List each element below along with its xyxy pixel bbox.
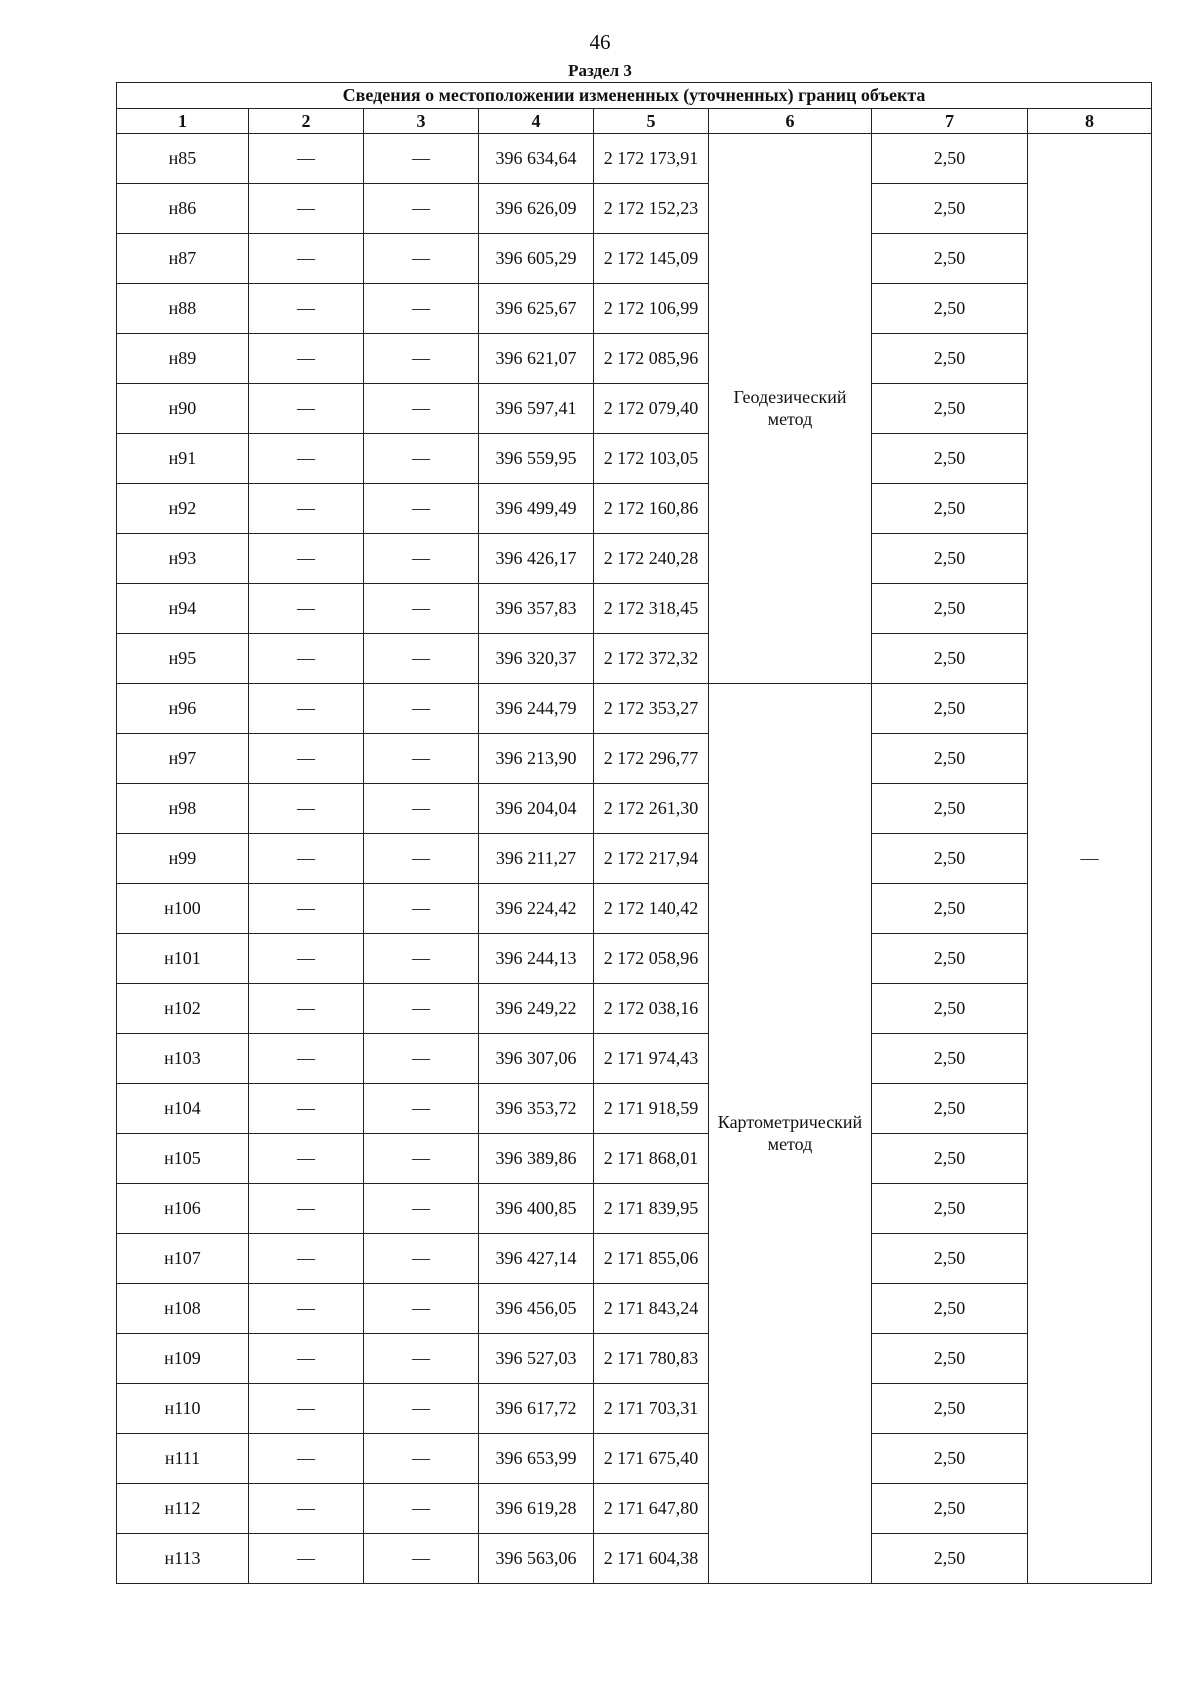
accuracy-cell: 2,50: [872, 534, 1028, 584]
empty-dash-cell: —: [249, 784, 364, 834]
point-name-cell: н104: [117, 1084, 249, 1134]
empty-dash-cell: —: [364, 934, 479, 984]
point-name-cell: н95: [117, 634, 249, 684]
empty-dash-cell: —: [249, 1134, 364, 1184]
accuracy-cell: 2,50: [872, 1534, 1028, 1584]
x-coordinate-cell: 396 204,04: [479, 784, 594, 834]
page-number: 46: [589, 30, 611, 54]
accuracy-cell: 2,50: [872, 1034, 1028, 1084]
point-name-cell: н88: [117, 284, 249, 334]
empty-dash-cell: —: [364, 484, 479, 534]
table-row: [117, 1434, 1152, 1484]
empty-dash-cell: —: [364, 334, 479, 384]
point-name-cell: н101: [117, 934, 249, 984]
table-row: [117, 1234, 1152, 1284]
empty-dash-cell: —: [249, 1184, 364, 1234]
accuracy-cell: 2,50: [872, 584, 1028, 634]
table-row: [117, 584, 1152, 634]
empty-dash-cell: —: [364, 1184, 479, 1234]
empty-dash-cell: —: [249, 1234, 364, 1284]
x-coordinate-cell: 396 563,06: [479, 1534, 594, 1584]
x-coordinate-cell: 396 400,85: [479, 1184, 594, 1234]
method-cell: Картометрический метод: [709, 684, 872, 1584]
point-name-cell: н112: [117, 1484, 249, 1534]
empty-dash-cell: —: [249, 834, 364, 884]
table-row: [117, 934, 1152, 984]
table-row: [117, 184, 1152, 234]
empty-dash-cell: —: [364, 684, 479, 734]
accuracy-cell: 2,50: [872, 1234, 1028, 1284]
point-name-cell: н89: [117, 334, 249, 384]
x-coordinate-cell: 396 249,22: [479, 984, 594, 1034]
x-coordinate-cell: 396 621,07: [479, 334, 594, 384]
table-row: [117, 834, 1152, 884]
x-coordinate-cell: 396 244,13: [479, 934, 594, 984]
table-row: [117, 1134, 1152, 1184]
y-coordinate-cell: 2 172 152,23: [594, 184, 709, 234]
table-row: [117, 1184, 1152, 1234]
empty-dash-cell: —: [364, 1334, 479, 1384]
accuracy-cell: 2,50: [872, 1434, 1028, 1484]
column-number-header: 1: [117, 109, 249, 134]
empty-dash-cell: —: [249, 734, 364, 784]
x-coordinate-cell: 396 653,99: [479, 1434, 594, 1484]
x-coordinate-cell: 396 634,64: [479, 134, 594, 184]
column-number-header: 4: [479, 109, 594, 134]
table-row: [117, 884, 1152, 934]
y-coordinate-cell: 2 172 140,42: [594, 884, 709, 934]
empty-dash-cell: —: [249, 234, 364, 284]
empty-dash-cell: —: [364, 234, 479, 284]
x-coordinate-cell: 396 244,79: [479, 684, 594, 734]
empty-dash-cell: —: [364, 734, 479, 784]
point-name-cell: н90: [117, 384, 249, 434]
empty-dash-cell: —: [364, 434, 479, 484]
point-name-cell: н100: [117, 884, 249, 934]
table-row: [117, 684, 1152, 734]
x-coordinate-cell: 396 559,95: [479, 434, 594, 484]
empty-dash-cell: —: [364, 784, 479, 834]
y-coordinate-cell: 2 172 353,27: [594, 684, 709, 734]
column-number-header: 3: [364, 109, 479, 134]
y-coordinate-cell: 2 171 839,95: [594, 1184, 709, 1234]
accuracy-cell: 2,50: [872, 884, 1028, 934]
column-8-cell: —: [1028, 134, 1152, 1584]
y-coordinate-cell: 2 172 296,77: [594, 734, 709, 784]
point-name-cell: н98: [117, 784, 249, 834]
empty-dash-cell: —: [249, 1034, 364, 1084]
x-coordinate-cell: 396 625,67: [479, 284, 594, 334]
column-number-header: 7: [872, 109, 1028, 134]
y-coordinate-cell: 2 172 318,45: [594, 584, 709, 634]
table-row: [117, 1084, 1152, 1134]
y-coordinate-cell: 2 172 240,28: [594, 534, 709, 584]
y-coordinate-cell: 2 171 868,01: [594, 1134, 709, 1184]
point-name-cell: н93: [117, 534, 249, 584]
point-name-cell: н110: [117, 1384, 249, 1434]
table-row: [117, 1034, 1152, 1084]
y-coordinate-cell: 2 172 261,30: [594, 784, 709, 834]
method-cell: Геодезический метод: [709, 134, 872, 684]
x-coordinate-cell: 396 389,86: [479, 1134, 594, 1184]
table-row: [117, 234, 1152, 284]
x-coordinate-cell: 396 626,09: [479, 184, 594, 234]
point-name-cell: н105: [117, 1134, 249, 1184]
column-number-header: 6: [709, 109, 872, 134]
boundary-coordinates-table: [116, 82, 1152, 1584]
y-coordinate-cell: 2 171 974,43: [594, 1034, 709, 1084]
y-coordinate-cell: 2 172 106,99: [594, 284, 709, 334]
table-row: [117, 784, 1152, 834]
empty-dash-cell: —: [364, 1484, 479, 1534]
table-row: [117, 1534, 1152, 1584]
empty-dash-cell: —: [249, 884, 364, 934]
empty-dash-cell: —: [364, 1234, 479, 1284]
empty-dash-cell: —: [364, 1134, 479, 1184]
empty-dash-cell: —: [364, 584, 479, 634]
empty-dash-cell: —: [249, 984, 364, 1034]
accuracy-cell: 2,50: [872, 134, 1028, 184]
accuracy-cell: 2,50: [872, 684, 1028, 734]
accuracy-cell: 2,50: [872, 934, 1028, 984]
y-coordinate-cell: 2 172 145,09: [594, 234, 709, 284]
y-coordinate-cell: 2 172 160,86: [594, 484, 709, 534]
accuracy-cell: 2,50: [872, 234, 1028, 284]
y-coordinate-cell: 2 171 780,83: [594, 1334, 709, 1384]
point-name-cell: н113: [117, 1534, 249, 1584]
accuracy-cell: 2,50: [872, 1184, 1028, 1234]
point-name-cell: н108: [117, 1284, 249, 1334]
point-name-cell: н102: [117, 984, 249, 1034]
empty-dash-cell: —: [364, 634, 479, 684]
empty-dash-cell: —: [364, 884, 479, 934]
empty-dash-cell: —: [364, 184, 479, 234]
empty-dash-cell: —: [364, 1284, 479, 1334]
empty-dash-cell: —: [249, 1534, 364, 1584]
empty-dash-cell: —: [249, 134, 364, 184]
x-coordinate-cell: 396 213,90: [479, 734, 594, 784]
y-coordinate-cell: 2 172 079,40: [594, 384, 709, 434]
y-coordinate-cell: 2 171 918,59: [594, 1084, 709, 1134]
empty-dash-cell: —: [364, 1084, 479, 1134]
empty-dash-cell: —: [249, 1384, 364, 1434]
y-coordinate-cell: 2 172 058,96: [594, 934, 709, 984]
accuracy-cell: 2,50: [872, 284, 1028, 334]
column-numbers-row: [117, 109, 1152, 134]
point-name-cell: н91: [117, 434, 249, 484]
accuracy-cell: 2,50: [872, 634, 1028, 684]
accuracy-cell: 2,50: [872, 734, 1028, 784]
table-row: [117, 634, 1152, 684]
empty-dash-cell: —: [249, 684, 364, 734]
empty-dash-cell: —: [249, 934, 364, 984]
empty-dash-cell: —: [249, 384, 364, 434]
empty-dash-cell: —: [364, 134, 479, 184]
table-row: [117, 434, 1152, 484]
x-coordinate-cell: 396 357,83: [479, 584, 594, 634]
table-row: [117, 384, 1152, 434]
x-coordinate-cell: 396 307,06: [479, 1034, 594, 1084]
x-coordinate-cell: 396 320,37: [479, 634, 594, 684]
table-row: [117, 284, 1152, 334]
accuracy-cell: 2,50: [872, 1484, 1028, 1534]
empty-dash-cell: —: [249, 284, 364, 334]
column-number-header: 8: [1028, 109, 1152, 134]
table-caption: Сведения о местоположении измененных (уточненных) границ объекта: [117, 83, 1152, 109]
empty-dash-cell: —: [249, 484, 364, 534]
empty-dash-cell: —: [249, 1334, 364, 1384]
table-row: [117, 534, 1152, 584]
x-coordinate-cell: 396 224,42: [479, 884, 594, 934]
empty-dash-cell: —: [364, 984, 479, 1034]
table-row: [117, 1334, 1152, 1384]
column-number-header: 5: [594, 109, 709, 134]
empty-dash-cell: —: [364, 284, 479, 334]
y-coordinate-cell: 2 172 372,32: [594, 634, 709, 684]
accuracy-cell: 2,50: [872, 984, 1028, 1034]
point-name-cell: н99: [117, 834, 249, 884]
accuracy-cell: 2,50: [872, 784, 1028, 834]
x-coordinate-cell: 396 527,03: [479, 1334, 594, 1384]
point-name-cell: н96: [117, 684, 249, 734]
empty-dash-cell: —: [249, 434, 364, 484]
empty-dash-cell: —: [249, 184, 364, 234]
point-name-cell: н85: [117, 134, 249, 184]
point-name-cell: н111: [117, 1434, 249, 1484]
accuracy-cell: 2,50: [872, 484, 1028, 534]
table-row: [117, 134, 1152, 184]
empty-dash-cell: —: [364, 834, 479, 884]
point-name-cell: н106: [117, 1184, 249, 1234]
x-coordinate-cell: 396 456,05: [479, 1284, 594, 1334]
y-coordinate-cell: 2 172 085,96: [594, 334, 709, 384]
accuracy-cell: 2,50: [872, 434, 1028, 484]
y-coordinate-cell: 2 171 703,31: [594, 1384, 709, 1434]
x-coordinate-cell: 396 211,27: [479, 834, 594, 884]
table-row: [117, 984, 1152, 1034]
y-coordinate-cell: 2 172 217,94: [594, 834, 709, 884]
table-row: [117, 1284, 1152, 1334]
x-coordinate-cell: 396 427,14: [479, 1234, 594, 1284]
point-name-cell: н92: [117, 484, 249, 534]
accuracy-cell: 2,50: [872, 1284, 1028, 1334]
accuracy-cell: 2,50: [872, 334, 1028, 384]
empty-dash-cell: —: [364, 384, 479, 434]
x-coordinate-cell: 396 605,29: [479, 234, 594, 284]
empty-dash-cell: —: [249, 534, 364, 584]
x-coordinate-cell: 396 597,41: [479, 384, 594, 434]
empty-dash-cell: —: [249, 1484, 364, 1534]
accuracy-cell: 2,50: [872, 184, 1028, 234]
point-name-cell: н97: [117, 734, 249, 784]
section-title: Раздел 3: [568, 61, 632, 80]
y-coordinate-cell: 2 172 173,91: [594, 134, 709, 184]
empty-dash-cell: —: [364, 534, 479, 584]
table-row: [117, 1484, 1152, 1534]
accuracy-cell: 2,50: [872, 834, 1028, 884]
x-coordinate-cell: 396 426,17: [479, 534, 594, 584]
point-name-cell: н103: [117, 1034, 249, 1084]
point-name-cell: н107: [117, 1234, 249, 1284]
empty-dash-cell: —: [364, 1434, 479, 1484]
empty-dash-cell: —: [249, 1084, 364, 1134]
accuracy-cell: 2,50: [872, 1134, 1028, 1184]
empty-dash-cell: —: [364, 1034, 479, 1084]
empty-dash-cell: —: [249, 334, 364, 384]
empty-dash-cell: —: [249, 1434, 364, 1484]
x-coordinate-cell: 396 617,72: [479, 1384, 594, 1434]
y-coordinate-cell: 2 172 103,05: [594, 434, 709, 484]
x-coordinate-cell: 396 353,72: [479, 1084, 594, 1134]
accuracy-cell: 2,50: [872, 384, 1028, 434]
accuracy-cell: 2,50: [872, 1334, 1028, 1384]
x-coordinate-cell: 396 499,49: [479, 484, 594, 534]
empty-dash-cell: —: [249, 584, 364, 634]
table-body: [117, 134, 1152, 1584]
point-name-cell: н94: [117, 584, 249, 634]
table-row: [117, 1384, 1152, 1434]
column-number-header: 2: [249, 109, 364, 134]
accuracy-cell: 2,50: [872, 1384, 1028, 1434]
x-coordinate-cell: 396 619,28: [479, 1484, 594, 1534]
accuracy-cell: 2,50: [872, 1084, 1028, 1134]
y-coordinate-cell: 2 171 647,80: [594, 1484, 709, 1534]
empty-dash-cell: —: [249, 634, 364, 684]
empty-dash-cell: —: [364, 1384, 479, 1434]
y-coordinate-cell: 2 171 675,40: [594, 1434, 709, 1484]
empty-dash-cell: —: [364, 1534, 479, 1584]
point-name-cell: н87: [117, 234, 249, 284]
y-coordinate-cell: 2 171 843,24: [594, 1284, 709, 1334]
y-coordinate-cell: 2 171 855,06: [594, 1234, 709, 1284]
table-row: [117, 484, 1152, 534]
empty-dash-cell: —: [249, 1284, 364, 1334]
point-name-cell: н86: [117, 184, 249, 234]
table-row: [117, 734, 1152, 784]
point-name-cell: н109: [117, 1334, 249, 1384]
y-coordinate-cell: 2 172 038,16: [594, 984, 709, 1034]
y-coordinate-cell: 2 171 604,38: [594, 1534, 709, 1584]
table-row: [117, 334, 1152, 384]
